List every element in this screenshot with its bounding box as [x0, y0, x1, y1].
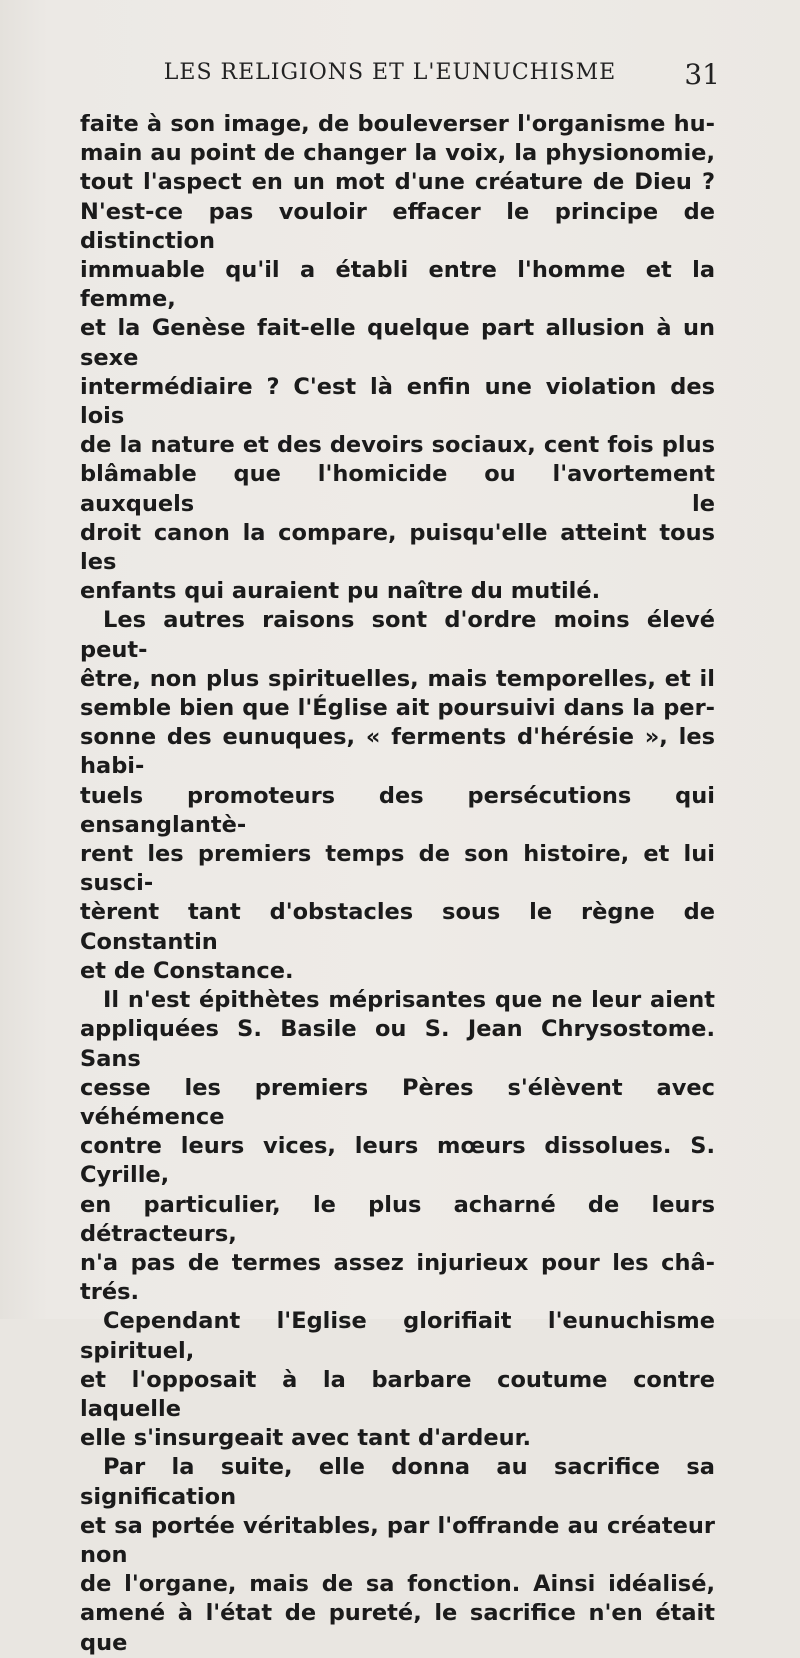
text-line: semble bien que l'Église ait poursuivi dans la per-	[80, 695, 715, 722]
page-number: 31	[684, 58, 720, 91]
text-line: amené à l'état de pureté, le sacrifice n'en était que	[80, 1600, 715, 1656]
text-line: être, non plus spirituelles, mais temporelles, et il	[80, 665, 715, 692]
text-line: appliquées S. Basile ou S. Jean Chrysostome. Sans	[80, 1016, 715, 1072]
text-line: droit canon la compare, puisqu'elle atteint tous les	[80, 519, 715, 576]
text-line: immuable qu'il a établi entre l'homme et la femme,	[80, 257, 715, 313]
text-line: rent les premiers temps de son histoire, et lui susci-	[80, 841, 715, 897]
text-line: de l'organe, mais de sa fonction. Ainsi idéalisé,	[80, 1571, 715, 1598]
running-title: LES RELIGIONS ET L'EUNUCHISME	[163, 60, 617, 85]
text-line: main au point de changer la voix, la physionomie,	[80, 140, 715, 167]
text-line: Par la suite, elle donna au sacrifice sa signification	[80, 1454, 715, 1510]
text-line: N'est-ce pas vouloir effacer le principe de distinction	[80, 198, 715, 254]
text-line: enfants qui auraient pu naître du mutilé.	[80, 578, 601, 605]
text-line: contre leurs vices, leurs mœurs dissolues. S. Cyrille,	[80, 1133, 715, 1189]
text-line: Cependant l'Eglise glorifiait l'eunuchisme spirituel,	[80, 1308, 715, 1364]
text-line: en particulier, le plus acharné de leurs détracteurs,	[80, 1191, 715, 1247]
text-line: faite à son image, de bouleverser l'organisme hu-	[80, 111, 715, 137]
text-line: Les autres raisons sont d'ordre moins élevé peut-	[80, 607, 715, 663]
text-line: trés.	[80, 1279, 140, 1306]
text-line: de la nature et des devoirs sociaux, cent fois plus	[80, 432, 715, 459]
text-line: et l'opposait à la barbare coutume contre laquelle	[80, 1366, 715, 1422]
text-line: elle s'insurgeait avec tant d'ardeur.	[80, 1425, 532, 1452]
text-line: cesse les premiers Pères s'élèvent avec véhémence	[80, 1074, 715, 1130]
text-line: tout l'aspect en un mot d'une créature de Dieu ?	[80, 169, 715, 196]
text-line: et la Genèse fait-elle quelque part allusion à un sexe	[80, 315, 715, 371]
text-line: blâmable que l'homicide ou l'avortement auxquels le	[80, 461, 715, 517]
text-line: et de Constance.	[80, 957, 294, 984]
body-text	[80, 110, 715, 1658]
text-line: n'a pas de termes assez injurieux pour les châ-	[80, 1249, 715, 1276]
page-header	[130, 58, 720, 98]
text-line: sonne des eunuques, « ferments d'hérésie », les habi-	[80, 724, 715, 780]
text-line: et sa portée véritables, par l'offrande au créateur non	[80, 1512, 715, 1568]
text-line: intermédiaire ? C'est là enfin une violation des lois	[80, 373, 715, 430]
text-line: tèrent tant d'obstacles sous le règne de Constantin	[80, 899, 715, 955]
text-line: Il n'est épithètes méprisantes que ne leur aient	[103, 987, 715, 1014]
text-line: tuels promoteurs des persécutions qui ensanglantè-	[80, 782, 715, 838]
